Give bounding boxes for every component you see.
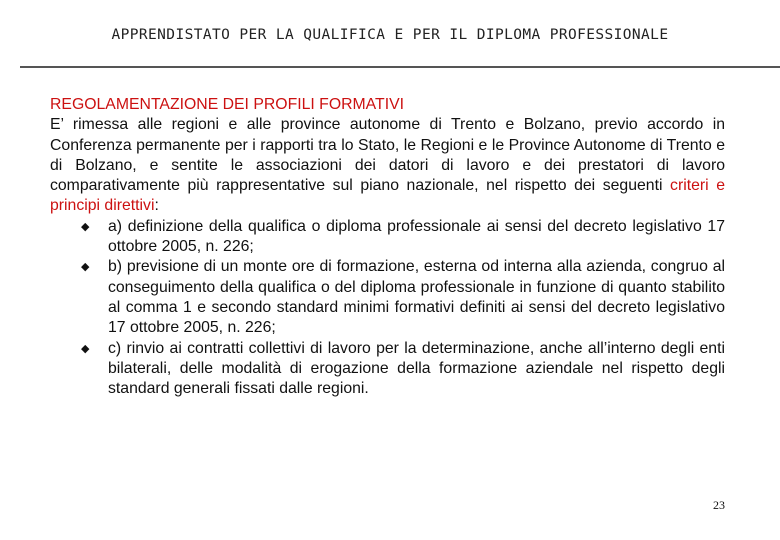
- diamond-bullet-icon: ◆: [81, 342, 90, 355]
- list-item-text: a) definizione della qualifica o diploma professionale ai sensi del decreto legislativo 17 ottobre 2005, n. 226;: [108, 217, 725, 256]
- highlighted-phrase: criteri e principi direttivi: [50, 177, 726, 215]
- list-item: [50, 257, 725, 338]
- list-item: [50, 339, 725, 400]
- intro-paragraph: [50, 115, 725, 216]
- section-heading: REGOLAMENTAZIONE DEI PROFILI FORMATIVI: [50, 96, 405, 113]
- list-item-text: c) rinvio ai contratti collettivi di lavoro per la determinazione, anche all’interno degli enti bilaterali, delle modalità di erogazione della formazione aziendale nel rispetto degli standard generali fissati dalle regioni.: [108, 339, 725, 398]
- diamond-bullet-icon: ◆: [81, 261, 90, 274]
- diamond-bullet-icon: ◆: [81, 220, 90, 233]
- page-number: 23: [713, 498, 725, 512]
- list-item: [50, 217, 725, 258]
- intro-end: :: [154, 197, 159, 215]
- list-item-text: b) previsione di un monte ore di formazione, esterna od interna alla azienda, congruo al conseguimento della qualifica o del diploma professionale in funzione di quanto stabilito al comma 1 e secondo standard minimi formativi definiti ai sensi del decreto legislativo 17 ottobre 2005, n. 226;: [108, 258, 725, 337]
- criteria-list: [50, 217, 725, 400]
- slide-content: [50, 95, 725, 399]
- intro-text: E’ rimessa alle regioni e alle province autonome di Trento e Bolzano, previo accordo in Conferenza permanente per i rapporti tra lo Stato, le Regioni e le Province Autonome di Trento e di Bolzano, e sentite le associazioni dei datori di lavoro e dei prestatori di lavoro comparativamente più rappresentative sul piano nazionale, nel rispetto dei seguenti: [50, 116, 725, 195]
- slide-title: APPRENDISTATO PER LA QUALIFICA E PER IL DIPLOMA PROFESSIONALE: [111, 27, 669, 43]
- title-divider: [20, 66, 780, 68]
